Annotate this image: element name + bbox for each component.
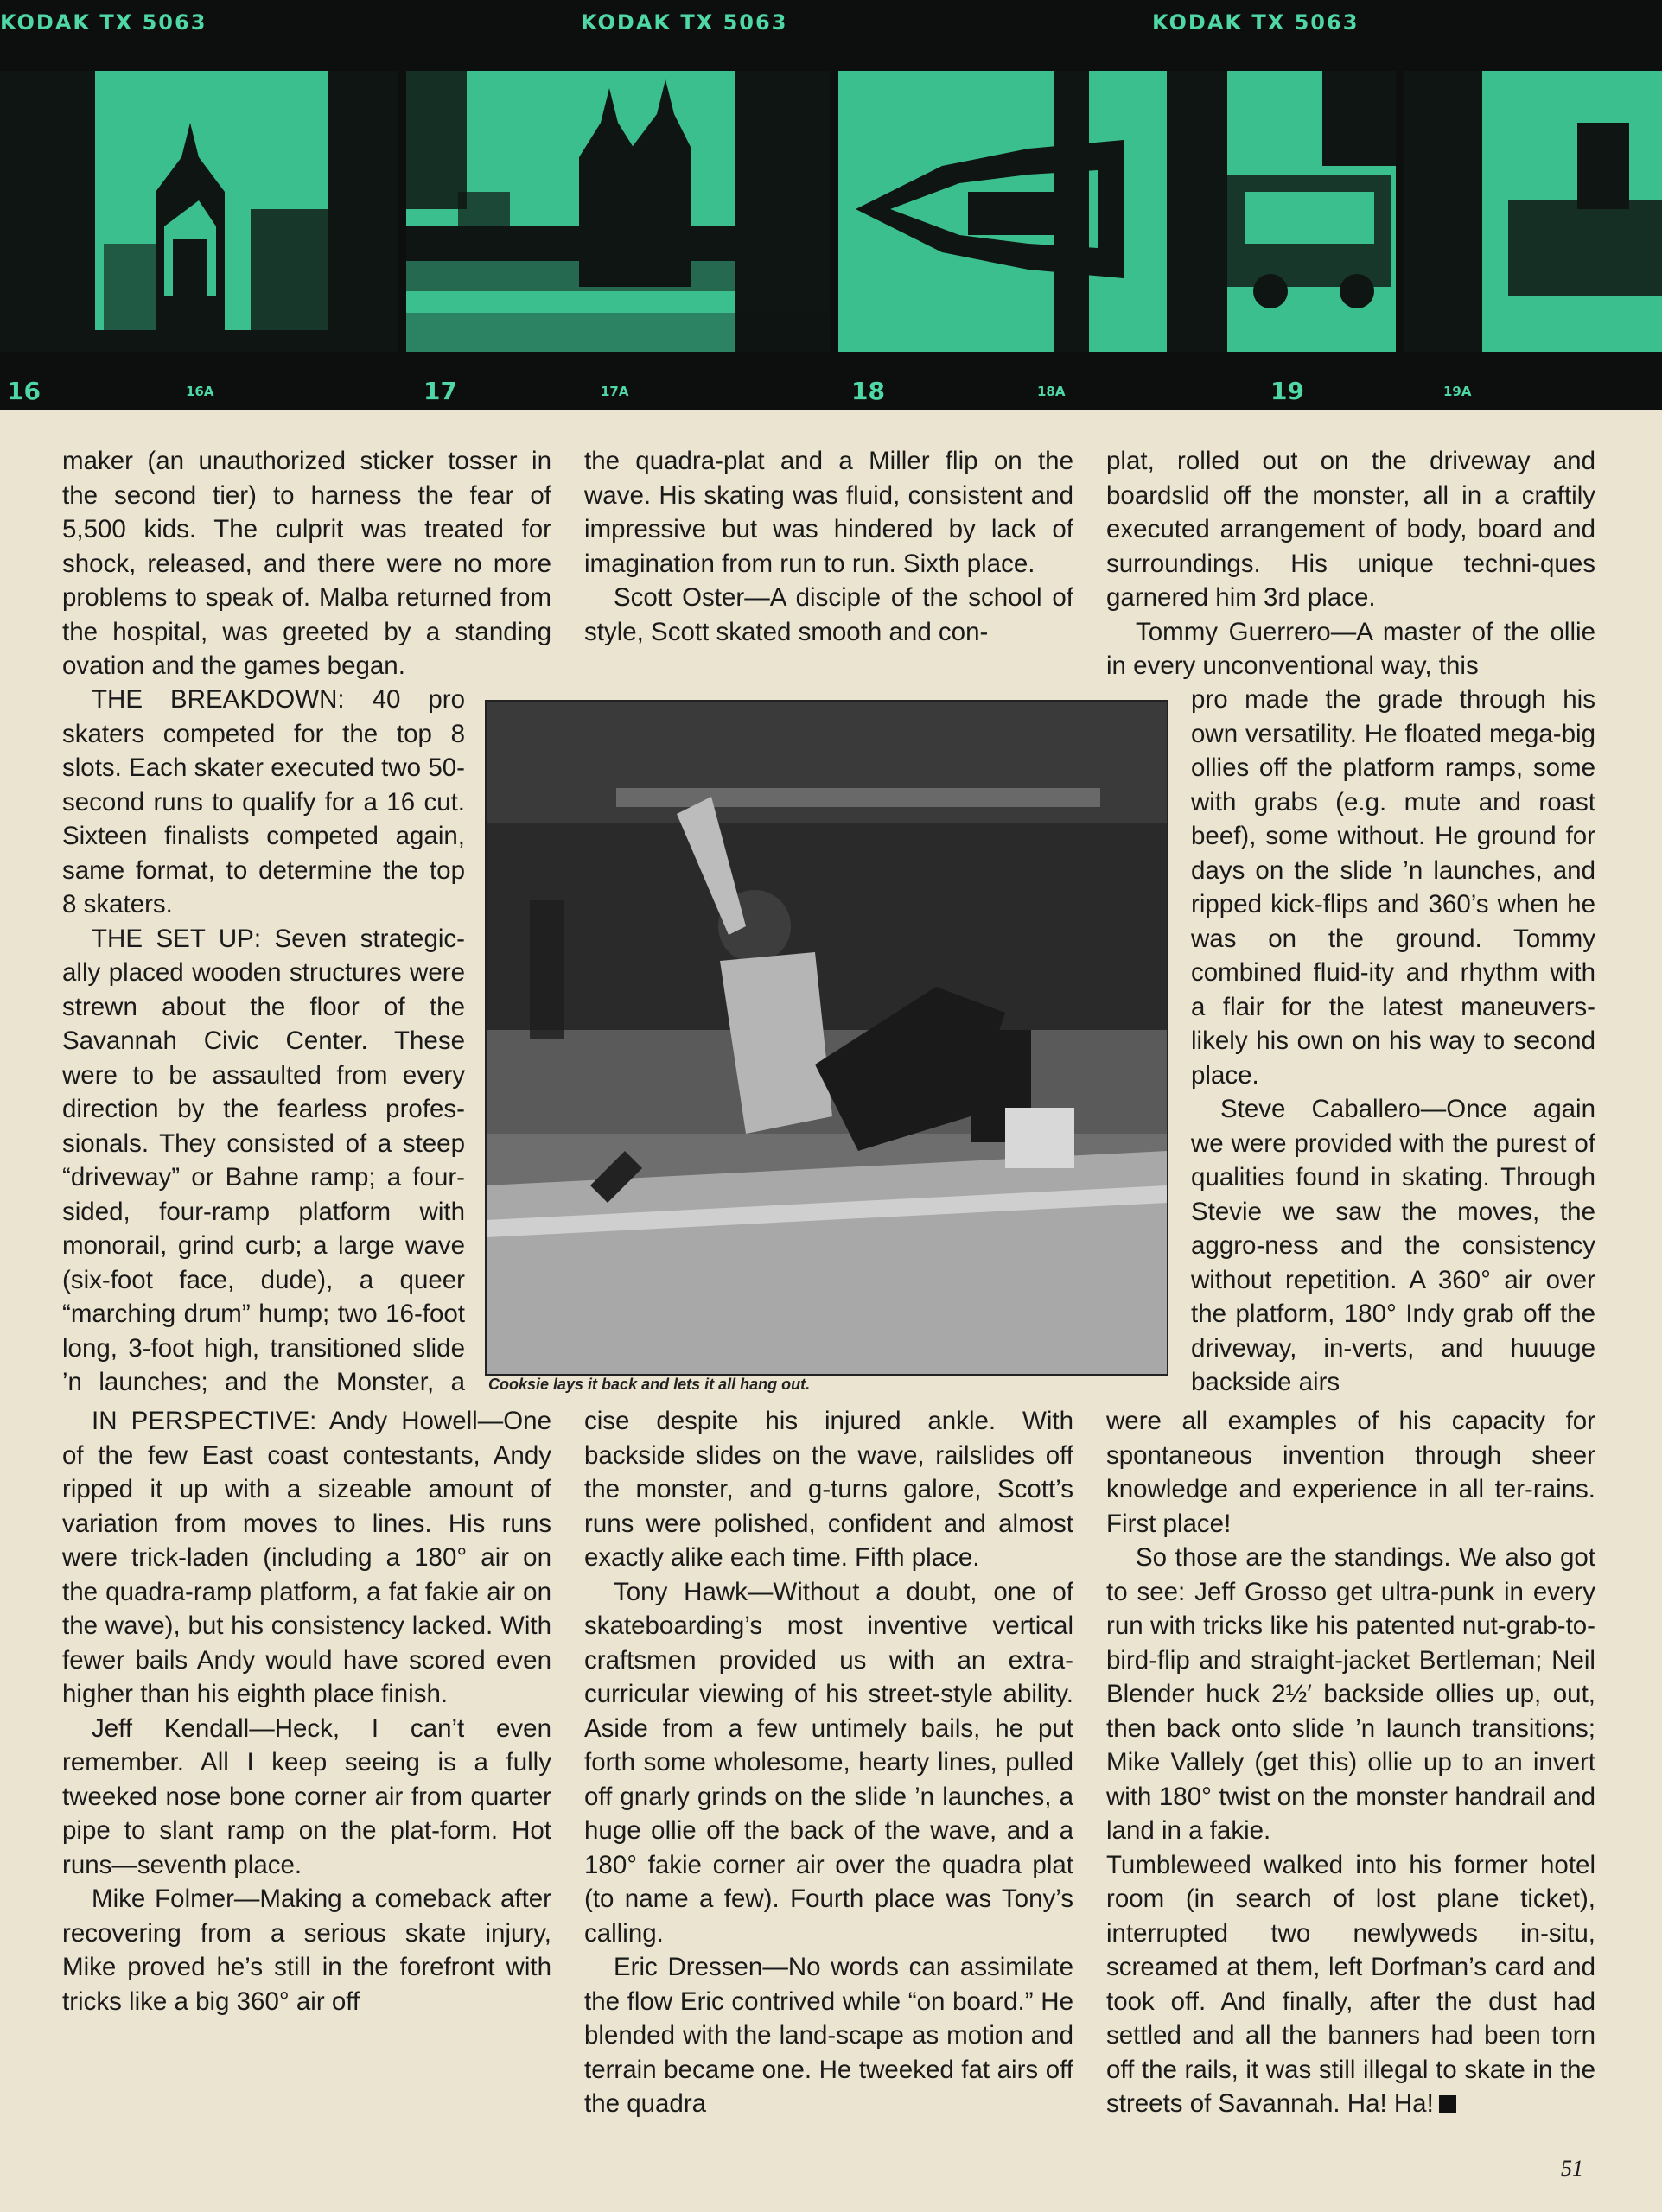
paragraph: Jeff Kendall—Heck, I can’t even remember. All I keep seeing is a fully tweeked nose bone corner air from quarter pipe to slant ramp on the plat-form. Hot runs—seventh place. — [62, 1713, 551, 1879]
frame-number: 19 — [1270, 377, 1304, 405]
paragraph: Tony Hawk—Without a doubt, one of skateboarding’s most inventive vertical craftsmen provided us with an extra-curricular viewing of his street-style ability. Aside from a few untimely bails, he put forth some wholesome, hearty lines, pulled off gnarly grinds on the slide ’n launches, a huge ollie off the back of the wave, and a 180° fakie corner air over the quadra plat (to name a few). Fourth place was Tony’s calling. — [584, 1577, 1073, 1948]
film-frame-church-2 — [406, 71, 830, 352]
paragraph: pro made the grade through his own versatility. He floated mega-big ollies off the platform ramps, some with grabs (e.g. mute and roast beef), some without. He ground for days on the slide ’n launches, and ripped kick-flips and 360’s when he was on the ground. Tommy combined fluid-ity and rhythm with a flair for the latest maneuvers-likely his own on his way to second place. — [1191, 685, 1595, 1090]
frame-sub-number: 17A — [601, 384, 629, 399]
frame-sub-number: 19A — [1443, 384, 1472, 399]
paragraph: THE BREAKDOWN: 40 pro skaters competed for the top 8 slots. Each skater executed two 50-second runs to qualify for a 16 cut. Sixteen finalists competed again, same format, to determine the top 8 skaters. — [62, 685, 465, 918]
film-frame-edge — [1404, 71, 1662, 352]
end-of-article-mark — [1439, 2095, 1456, 2113]
column-3-beside-photo — [1191, 683, 1595, 1400]
paragraph: Mike Folmer—Making a comeback after recovering from a serious skate injury, Mike proved he’s still in the forefront with tricks like a big 360° air off — [62, 1885, 551, 2016]
column-1-beside-photo — [62, 683, 465, 1400]
paragraph: maker (an unauthorized sticker tosser in the second tier) to harness the fear of 5,500 kids. The culprit was treated for shock, released, and there were no more problems to speak of. Malba returned from the hospital, was greeted by a standing ovation and the games began. — [62, 447, 551, 680]
paragraph: Steve Caballero—Once again we were provided with the purest of qualities found in skating. Through Stevie we saw the moves, the aggro-ness and the consistency without repetition. A 360° air over the platform, 180° Indy grab off the driveway, in-verts, and huuuge backside airs — [1191, 1095, 1595, 1396]
paragraph: Eric Dressen—No words can assimilate the flow Eric contrived while “on board.” He blended with the land-scape as motion and terrain became one. He tweeked fat airs off the quadra — [584, 1953, 1073, 2118]
film-strip-header — [0, 0, 1662, 410]
paragraph: were all examples of his capacity for spontaneous invention through sheer knowledge and experience in all ter-rains. First place! — [1106, 1407, 1595, 1538]
photo-caption: Cooksie lays it back and lets it all hang out. — [488, 1376, 811, 1393]
paragraph: the quadra-plat and a Miller flip on the wave. His skating was fluid, consistent and impressive but was hindered by lack of imagination from run to run. Sixth place. — [584, 447, 1073, 578]
frame-sub-number: 16A — [186, 384, 214, 399]
film-brand-label: KODAK TX 5063 — [581, 10, 788, 35]
frame-number: 18 — [851, 377, 885, 405]
paragraph: Tommy Guerrero—A master of the ollie in every unconventional way, this — [1106, 617, 1595, 680]
column-1-bottom — [62, 1404, 551, 2018]
column-3-top — [1106, 444, 1595, 683]
frame-number: 17 — [423, 377, 457, 405]
paragraph: IN PERSPECTIVE: Andy Howell—One of the few East coast contestants, Andy ripped it up with a sizeable amount of variation from moves to lines. His runs were trick-laden (including a 180° air on the quadra-ramp platform, a fat fakie air on the wave), but his consistency lacked. With fewer bails Andy would have scored even higher than his eighth place finish. — [62, 1407, 551, 1708]
film-brand-label: KODAK TX 5063 — [1152, 10, 1360, 35]
column-1-top — [62, 444, 551, 683]
film-brand-label: KODAK TX 5063 — [0, 10, 207, 35]
skater-photo — [485, 700, 1168, 1376]
paragraph: cise despite his injured ankle. With backside slides on the wave, railslides off the monster, and g-turns galore, Scott’s runs were polished, confident and almost exactly alike each time. Fifth place. — [584, 1407, 1073, 1572]
paragraph: So those are the standings. We also got to see: Jeff Grosso get ultra-punk in every run with tricks like his patented nut-grab-to-bird-flip and straight-jacket Bertleman; Neil Blender huck 2½′ backside ollies up, out, then back onto slide ’n launch transitions; Mike Vallely (get this) ollie up to an invert with 180° twist on the monster handrail and land in a fakie. — [1106, 1543, 1595, 1845]
page-number: 51 — [1561, 2156, 1583, 2181]
column-2-bottom — [584, 1404, 1073, 2121]
paragraph: plat, rolled out on the driveway and boardslid off the monster, all in a craftily executed arrangement of body, board and surroundings. His unique techni-ques garnered him 3rd place. — [1106, 447, 1595, 612]
film-frame-church-3 — [838, 71, 1396, 352]
column-2-top — [584, 444, 1073, 649]
film-frame-church-1 — [0, 71, 398, 352]
paragraph: THE SET UP: Seven strategic-ally placed wooden structures were strewn about the floor of the Savannah Civic Center. These were to be assaulted from every direction by the fearless profes-sionals. They consisted of a steep “driveway” or Bahne ramp; a four-sided, four-ramp platform with monorail, grind curb; a large wave (six-foot face, dude), a queer “marching drum” hump; two 16-foot long, 3-foot high, transitioned slide ’n launches; and the Monster, a — [62, 924, 465, 1396]
paragraph: Scott Oster—A disciple of the school of style, Scott skated smooth and con- — [584, 583, 1073, 646]
frame-sub-number: 18A — [1037, 384, 1066, 399]
paragraph: Tumbleweed walked into his former hotel room (in search of lost plane ticket), interrupted two newlyweds in-situ, screamed at them, left Dorfman’s card and took off. And finally, after the dust had settled and all the banners had been torn off the rails, it was still illegal to skate in the streets of Savannah. Ha! Ha! — [1106, 1850, 1595, 2118]
column-3-bottom — [1106, 1404, 1595, 2121]
frame-number: 16 — [7, 377, 41, 405]
